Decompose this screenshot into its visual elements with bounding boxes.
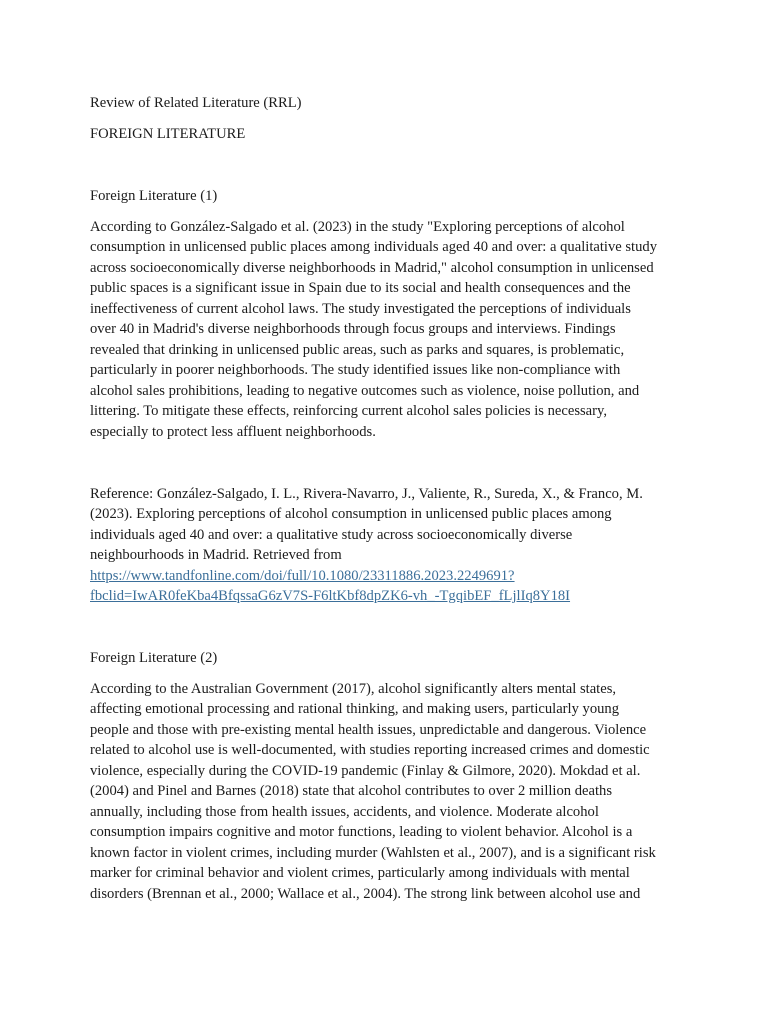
paragraph-line: public spaces is a significant issue in Spain due to its social and health consequences and the <box>90 280 631 296</box>
paragraph-line: marker for criminal behavior and violent crimes, particularly among individuals with mental <box>90 865 630 881</box>
paragraph-line: particularly in poorer neighborhoods. The study identified issues like non-compliance with <box>90 362 621 378</box>
paragraph-line: across socioeconomically diverse neighborhoods in Madrid," alcohol consumption in unlicensed <box>90 260 654 276</box>
reference-line: Reference: González-Salgado, I. L., Rivera-Navarro, J., Valiente, R., Sureda, X., & Franco, M. <box>90 486 643 502</box>
paragraph-line: over 40 in Madrid's diverse neighborhoods through focus groups and interviews. Findings <box>90 321 616 337</box>
reference-line: individuals aged 40 and over: a qualitative study across socioeconomically diverse <box>90 527 573 543</box>
paragraph-line: According to the Australian Government (2017), alcohol significantly alters mental states, <box>90 681 617 697</box>
reference-line: neighbourhoods in Madrid. Retrieved from <box>90 547 342 563</box>
section-heading: FOREIGN LITERATURE <box>90 126 246 142</box>
reference-line: (2023). Exploring perceptions of alcohol consumption in unlicensed public places among <box>90 506 612 522</box>
paragraph-line: especially to protect less affluent neighborhoods. <box>90 424 376 440</box>
paragraph-line: According to González-Salgado et al. (2023) in the study "Exploring perceptions of alcohol <box>90 219 625 235</box>
paragraph-line: disorders (Brennan et al., 2000; Wallace et al., 2004). The strong link between alcohol use and <box>90 886 641 902</box>
paragraph-line: annually, including those from health issues, accidents, and violence. Moderate alcohol <box>90 804 599 820</box>
paragraph-line: alcohol sales prohibitions, leading to negative outcomes such as violence, noise pollution, and <box>90 383 640 399</box>
subsection-heading-2: Foreign Literature (2) <box>90 650 218 666</box>
paragraph-line: affecting emotional processing and rational thinking, and making users, particularly young <box>90 701 620 717</box>
reference-link[interactable]: fbclid=IwAR0feKba4BfqssaG6zV7S-F6ltKbf8dpZK6-vh_-TgqibEF_fLjlIq8Y18I <box>90 588 571 604</box>
paragraph-line: people and those with pre-existing mental health issues, unpredictable and dangerous. Violence <box>90 722 647 738</box>
paragraph-line: ineffectiveness of current alcohol laws. The study investigated the perceptions of individuals <box>90 301 631 317</box>
paragraph-line: littering. To mitigate these effects, reinforcing current alcohol sales policies is necessary, <box>90 403 608 419</box>
paragraph-line: known factor in violent crimes, including murder (Wahlsten et al., 2007), and is a significant risk <box>90 845 656 861</box>
paragraph-line: violence, especially during the COVID-19 pandemic (Finlay & Gilmore, 2020). Mokdad et al. <box>90 763 641 779</box>
paragraph-line: related to alcohol use is well-documented, with studies reporting increased crimes and domestic <box>90 742 650 758</box>
paragraph-line: consumption in unlicensed public places among individuals aged 40 and over: a qualitative study <box>90 239 658 255</box>
reference-link[interactable]: https://www.tandfonline.com/doi/full/10.1080/23311886.2023.2249691? <box>90 568 515 584</box>
paragraph-line: revealed that drinking in unlicensed public areas, such as parks and squares, is problematic, <box>90 342 625 358</box>
subsection-heading-1: Foreign Literature (1) <box>90 188 218 204</box>
paragraph-line: consumption impairs cognitive and motor functions, leading to violent behavior. Alcohol is a <box>90 824 633 840</box>
paragraph-line: (2004) and Pinel and Barnes (2018) state that alcohol contributes to over 2 million deaths <box>90 783 613 799</box>
document-title: Review of Related Literature (RRL) <box>90 95 302 111</box>
